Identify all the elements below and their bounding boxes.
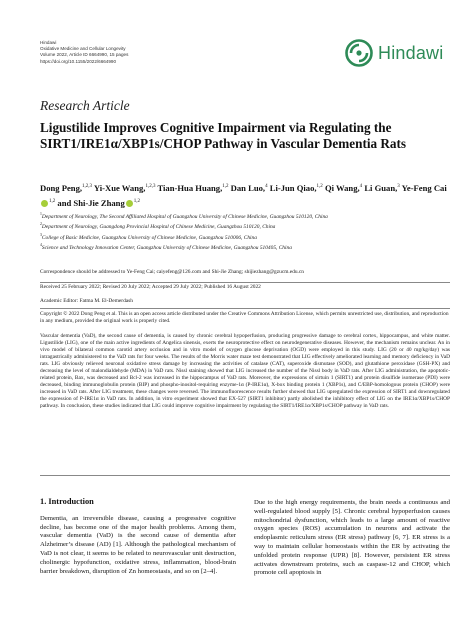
author-affiliation-marker: 4 [359,184,363,189]
author-name: Li-Jun Qiao, [269,182,317,193]
affiliation-number: 3 [40,232,42,237]
affiliation-item [40,221,450,231]
affiliation-text: Department of Neurology, The Second Affiliated Hospital of Guangzhou University of Chinese Medicine, Guangzhou 510120, China [41,213,328,220]
volume-line: Volume 2022, Article ID 6664990, 15 pages [40,52,129,58]
copyright-notice: Copyright © 2022 Dong Peng et al. This is an open access article distributed under the Creative Commons Attribution License, which permits unrestricted use, distribution, and reproduction in any medium, provided the original work is properly cited. [40,311,449,324]
affiliation-item [40,242,450,252]
author-affiliation-marker: 4 [265,184,268,189]
author-name: Dong Peng, [40,182,83,193]
author-name: Dan Luo, [230,182,266,193]
article-type: Research Article [40,98,130,113]
body-column-left [40,498,236,576]
publication-dates: Received 25 February 2022; Revised 20 July 2022; Accepted 29 July 2022; Published 16 August 2022 [40,284,261,290]
author-affiliation-marker: 1,2 [316,184,323,189]
body-column-right [254,499,450,578]
academic-editor: Academic Editor: Fatma M. El-Demerdash [40,298,133,304]
affiliation-number: 2 [40,222,42,227]
intro-paragraph: Dementia, an irreversible disease, causing a progressive cognitive decline, has become one of the major health problems. Among them, vascular dementia (VaD) is the second cause of dementia after Alzheimer’s disease (AD) [1]. Although the pathological mechanism of VaD is not clear, it seems to be related to neurovascular unit destruction, cholinergic hypofunction, oxidative stress, inflammation, blood-brain barrier breakdown, disruption of Zn homeostasis, and so on [2–4]. [40,514,236,575]
affiliations [40,211,450,253]
affiliation-item [40,232,450,242]
divider [40,308,450,309]
divider [40,475,450,476]
orcid-icon[interactable] [41,200,48,207]
affiliation-text: Department of Neurology, Guangdong Provincial Hospital of Chinese Medicine, Guangzhou 510120, China [41,224,276,231]
author-name: Ye-Feng Cai [401,182,447,193]
author-affiliation-marker: 1,2 [49,198,56,204]
author-name: Yi-Xue Wang, [93,182,146,193]
orcid-icon[interactable] [126,200,133,207]
author-affiliation-marker: 1,2,3 [145,184,156,189]
publisher-name: Hindawi [40,40,57,45]
affiliation-number: 1 [40,212,42,216]
author-name: Li Guan, [364,182,398,193]
brand-name: Hindawi [378,42,444,63]
divider [40,282,450,283]
affiliation-text: Science and Technology Innovation Center, Guangzhou University of Chinese Medicine, Guangzhou 510405, China [41,244,292,251]
author-affiliation-marker: 1,2,3 [82,184,93,189]
intro-paragraph: Due to the high energy requirements, the brain needs a continuous and well-regulated blood supply [5]. Chronic cerebral hypoperfusion causes mitochondrial dysfunction, which leads to a large amount of reactive oxygen species (ROS) accumulation in neurons and activate the endoplasmic reticulum stress (ER stress) pathway [6, 7]. ER stress is a way to maintain cellular homeostasis within the ER by activating the unfolded protein response (UPR) [8]. However, persistent ER stress activates downstream proteins, such as caspase-12 and CHOP, which promote cell apoptosis in [254,499,450,577]
journal-meta [40,40,128,65]
author-name: and Shi-Jie Zhang [57,197,125,208]
affiliation-number: 4 [40,243,42,248]
journal-name: Oxidative Medicine and Cellular Longevity [40,46,126,52]
correspondence: Correspondence should be addressed to Ye-Feng Cai; caiyefeng@126.com and Shi-Jie Zhang; shijiezhang@gzucm.edu.cn [40,269,304,275]
hindawi-logo-icon [344,38,374,68]
author-name: Qi Wang, [324,182,360,193]
abstract: Vascular dementia (VaD), the second cause of dementia, is caused by chronic cerebral hypoperfusion, producing progressive damage to cerebral cortex, hippocampus, and white matter. Ligustilide (LIG), one of the main active ingredients of Angelica sinensis, exerts the neuroprotective effect on neurodegenerative diseases. However, the mechanism remains unclear. An in vivo model of bilateral common carotid artery occlusion and in vitro model of oxygen glucose deprivation (OGD) were employed in this study. LIG (20 or 40 mg/kg/day) was intragastrically administered to the VaD rats for four weeks. The results of the Morris water maze test demonstrated that LIG effectively ameliorated learning and memory deficiency in VaD rats. LIG obviously relieved neuronal oxidative stress damage by increasing the activities of catalase (CAT), superoxide dismutase (SOD), and glutathione peroxidase (GSH-PX) and decreasing the level of malondialdehyde (MDA) in VaD rats. Nissl staining showed that LIG increased the number of the Nissl body in VaD rats. After LIG administration, the apoptotic-related protein, Bax, was decreased and Bcl-2 was increased in the hippocampus of VaD rats. Moreover, the expressions of sirtuin 1 (SIRT1) and protein disulfide isomerase (PDI) were decreased, binding immunoglobulin protein (BIP) and phospho-inositol-requiring enzyme-1α (P-IRE1α), X-box binding protein 1 (XBP1s), and C/EBP-homologous protein (CHOP) were increased in VaD rats. After LIG treatment, these changes were reversed. The immunofluorescence results further showed that LIG upregulated the expression of SIRT1 and downregulated the expression of P-IRE1α in VaD rats. In addition, in vitro experiment showed that EX-527 (SIRT1 inhibitor) partly abolished the inhibitory effect of LIG on the IRE1α/XBP1s/CHOP pathway. In conclusion, these studies indicated that LIG could improve cognitive impairment by regulating the SIRT1/IRE1α/XBP1s/CHOP pathway in VaD rats. [40,333,450,409]
affiliation-item [40,211,450,221]
author-list [40,180,450,210]
doi-link[interactable]: https://doi.org/10.1155/2022/6664990 [40,58,117,64]
article-title: Ligustilide Improves Cognitive Impairment via Regulating the SIRT1/IRE1α/XBP1s/CHOP Pathway in Vascular Dementia Rats [40,120,407,151]
hindawi-brand [344,38,443,68]
author-affiliation-marker: 3 [397,184,400,189]
author-affiliation-marker: 1,2 [222,184,229,189]
affiliation-text: College of Basic Medicine, Guangzhou University of Chinese Medicine, Guangzhou 510006, China [41,234,257,241]
author-affiliation-marker: 1,2 [133,198,141,204]
author-name: Tian-Hua Huang, [157,182,223,193]
section-heading: 1. Introduction [40,497,94,506]
